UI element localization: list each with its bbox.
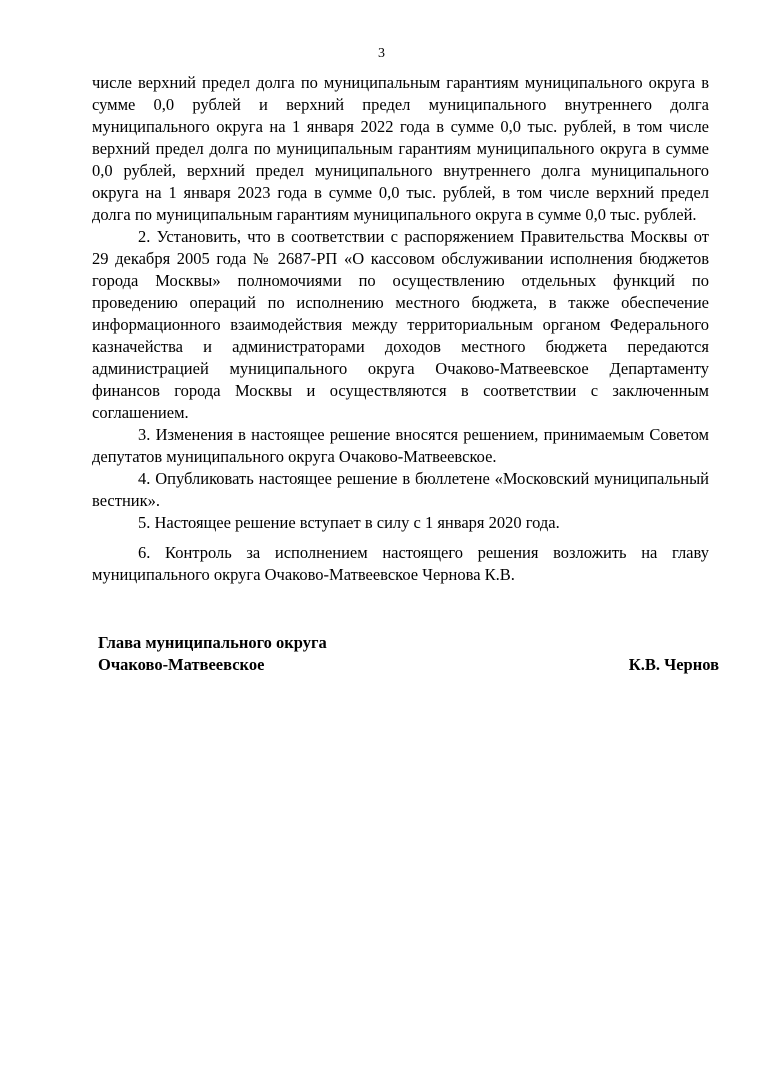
page-number: 3 (378, 46, 385, 61)
paragraph-1-continuation: числе верхний предел долга по муниципальным гарантиям муниципального округа в сумме 0,0 рублей и верхний предел муниципального внутреннего долга муниципального округа на 1 января 2022 года в сумме 0,0 тыс. рублей, в том числе верхний предел долга по муниципальным гарантиям муниципального округа в сумме 0,0 рублей, верхний предел муниципального внутреннего долга муниципального округа на 1 января 2023 года в сумме 0,0 тыс. рублей, в том числе верхний предел долга по муниципальным гарантиям муниципального округа в сумме 0,0 тыс. рублей. (92, 73, 709, 224)
paragraph-2: 2. Установить, что в соответствии с распоряжением Правительства Москвы от 29 декабря 2005 года № 2687-РП «О кассовом обслуживании исполнения бюджетов города Москвы» полномочиями по осуществлению отдельных функций по проведению операций по исполнению местного бюджета, в также обеспечение информационного взаимодействия между территориальным органом Федерального казначейства и администраторами доходов местного бюджета передаются администрацией муниципального округа Очаково-Матвеевское Департаменту финансов города Москвы и осуществляются в соответствии с заключенным соглашением. (92, 227, 709, 422)
paragraph-6: 6. Контроль за исполнением настоящего решения возложить на главу муниципального округа Очаково-Матвеевское Чернова К.В. (92, 543, 709, 584)
paragraph-4: 4. Опубликовать настоящее решение в бюллетене «Московский муниципальный вестник». (92, 469, 709, 510)
signature-title-line1: Глава муниципального округа (98, 633, 327, 652)
paragraph-5: 5. Настоящее решение вступает в силу с 1 января 2020 года. (138, 513, 560, 532)
paragraph-3: 3. Изменения в настоящее решение вносятся решением, принимаемым Советом депутатов муниципального округа Очаково-Матвеевское. (92, 425, 709, 466)
signature-title-line2: Очаково-Матвеевское (98, 655, 265, 674)
signatory-name: К.В. Чернов (628, 655, 719, 674)
document-body (92, 72, 709, 586)
signature-block (98, 632, 719, 676)
signature-row (98, 654, 719, 676)
